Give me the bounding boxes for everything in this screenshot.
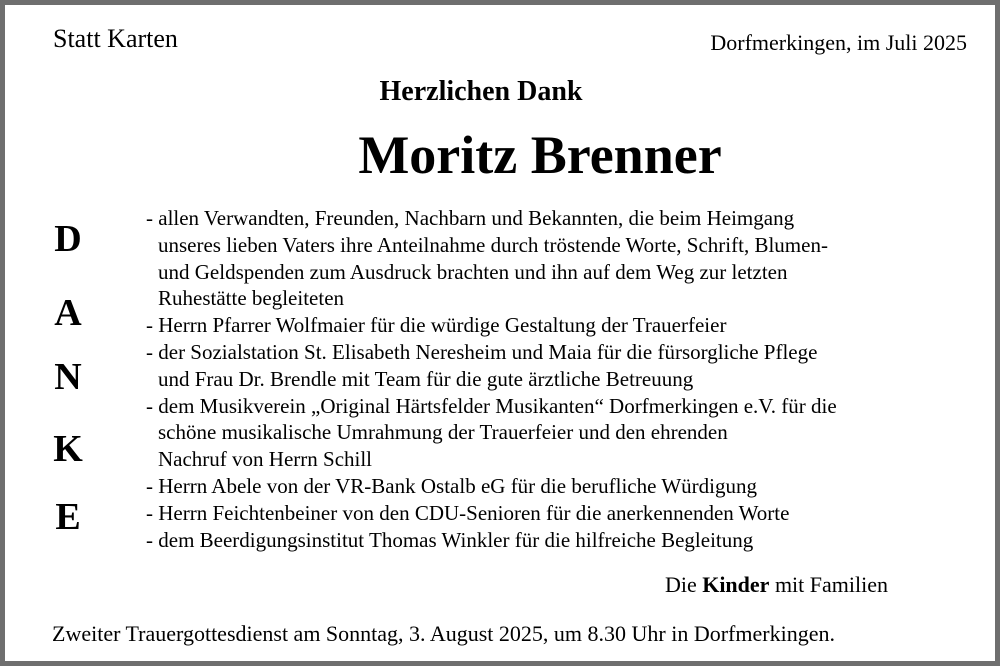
signature-bold: Kinder: [702, 572, 770, 597]
thanks-line-continuation: Ruhestätte begleiteten: [158, 286, 345, 311]
footer-service-note: Zweiter Trauergottesdienst am Sonntag, 3. August 2025, um 8.30 Uhr in Dorfmerkingen.: [52, 621, 835, 646]
danke-letter-a: A: [54, 292, 82, 334]
danke-letter-n: N: [54, 356, 82, 398]
signature-suffix: mit Familien: [769, 572, 888, 597]
danke-letter-k: K: [53, 428, 83, 470]
danke-letter-d: D: [54, 218, 82, 260]
thanks-line: - der Sozialstation St. Elisabeth Neresheim und Maia für die fürsorgliche Pflege: [146, 339, 818, 364]
thanks-line: - Herrn Pfarrer Wolfmaier für die würdige Gestaltung der Trauerfeier: [146, 313, 727, 338]
thanks-line: - Herrn Feichtenbeiner von den CDU-Senioren für die anerkennenden Worte: [146, 500, 790, 525]
deceased-name: Moritz Brenner: [358, 125, 722, 185]
signature: [665, 572, 888, 598]
thanks-list: [146, 205, 837, 553]
danke-letter-e: E: [55, 496, 81, 538]
thanks-line: - dem Beerdigungsinstitut Thomas Winkler für die hilfreiche Begleitung: [146, 527, 754, 552]
thanks-line: - dem Musikverein „Original Härtsfelder Musikanten“ Dorfmerkingen e.V. für die: [146, 393, 837, 418]
thanks-line-continuation: unseres lieben Vaters ihre Anteilnahme durch tröstende Worte, Schrift, Blumen-: [158, 232, 828, 257]
thanks-line: - Herrn Abele von der VR-Bank Ostalb eG für die berufliche Würdigung: [146, 473, 757, 498]
header-left-text: Statt Karten: [53, 24, 178, 53]
subtitle: Herzlichen Dank: [379, 76, 583, 107]
signature-prefix: Die: [664, 572, 703, 597]
thanks-line-continuation: und Geldspenden zum Ausdruck brachten und ihn auf dem Weg zur letzten: [158, 259, 788, 284]
thanks-line-continuation: und Frau Dr. Brendle mit Team für die gute ärztliche Betreuung: [158, 366, 694, 391]
thanks-line: - allen Verwandten, Freunden, Nachbarn und Bekannten, die beim Heimgang: [146, 206, 795, 230]
thanks-line-continuation: Nachruf von Herrn Schill: [158, 447, 373, 472]
thanks-line-continuation: schöne musikalische Umrahmung der Trauerfeier und den ehrenden: [158, 420, 728, 445]
header-date-place: Dorfmerkingen, im Juli 2025: [710, 30, 967, 55]
